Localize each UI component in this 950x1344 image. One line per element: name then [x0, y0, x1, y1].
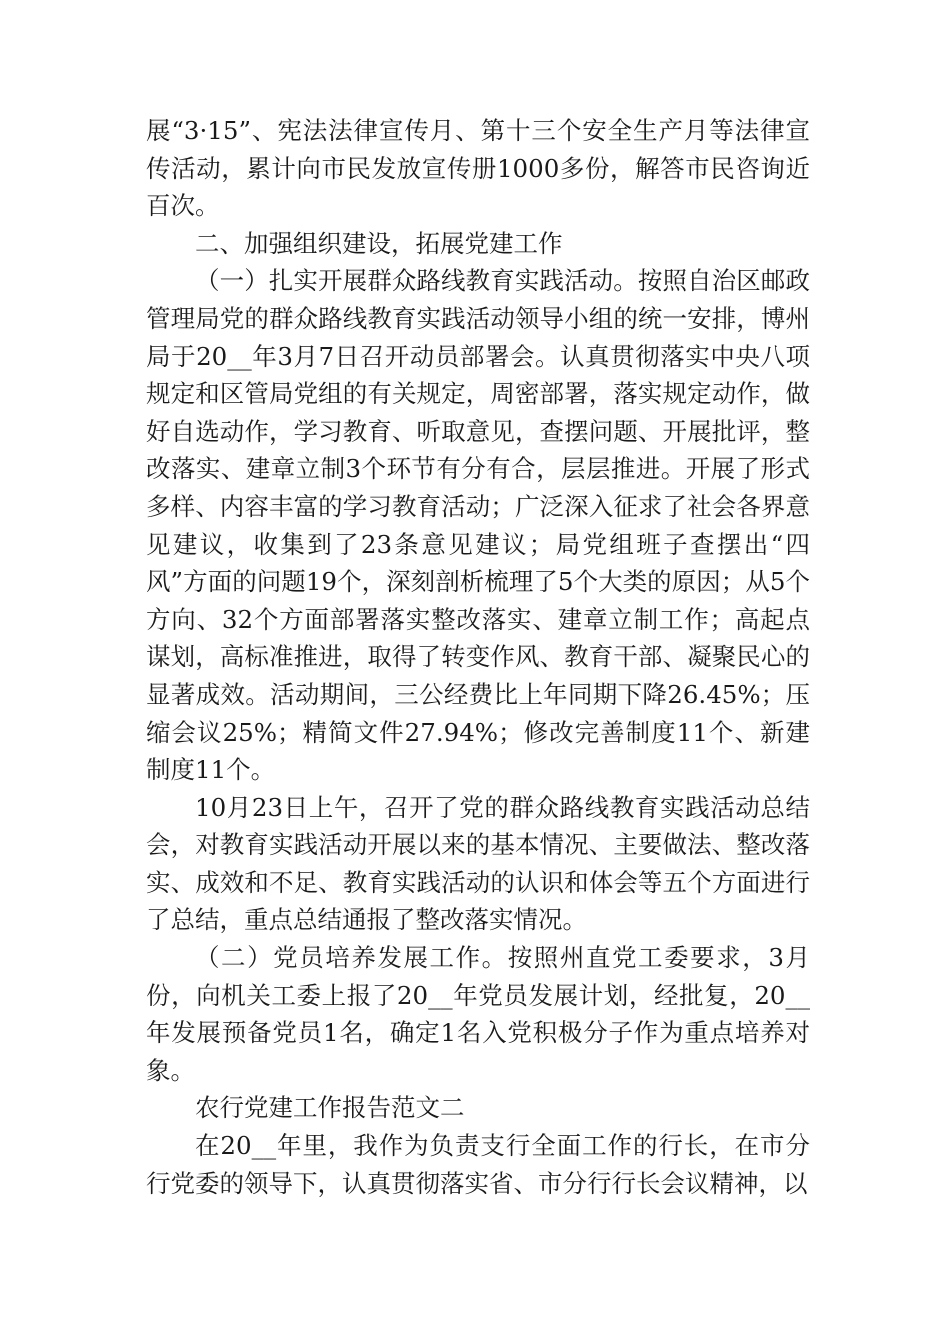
paragraph-continuation: 展“3·15”、宪法法律宣传月、第十三个安全生产月等法律宣传活动，累计向市民发放宣传册1000多份，解答市民咨询近百次。	[146, 116, 810, 221]
report-title: 农行党建工作报告范文二	[195, 1093, 465, 1123]
paragraph-report-intro: 在20__年里，我作为负责支行全面工作的行长，在市分行党委的领导下，认真贯彻落实省、市分行行长会议精神，以	[146, 1131, 810, 1198]
paragraph-summary-meeting: 10月23日上午，召开了党的群众路线教育实践活动总结会，对教育实践活动开展以来的基本情况、主要做法、整改落实、成效和不足、教育实践活动的认识和体会等五个方面进行了总结，重点总结通报了整改落实情况。	[146, 792, 810, 935]
document-body	[146, 112, 810, 1202]
paragraph-mass-line-activity: （一）扎实开展群众路线教育实践活动。按照自治区邮政管理局党的群众路线教育实践活动领导小组的统一安排，博州局于20__年3月7日召开动员部署会。认真贯彻落实中央八项规定和区管局党组的有关规定，周密部署，落实规定动作，做好自选动作，学习教育、听取意见，查摆问题、开展批评，整改落实、建章立制3个环节有分有合，层层推进。开展了形式多样、内容丰富的学习教育活动；广泛深入征求了社会各界意见建议，收集到了23条意见建议；局党组班子查摆出“四风”方面的问题19个，深刻剖析梳理了5个大类的原因；从5个方向、32个方面部署落实整改落实、建章立制工作；高起点谋划，高标准推进，取得了转变作风、教育干部、凝聚民心的显著成效。活动期间，三公经费比上年同期下降26.45%；压缩会议25%；精简文件27.94%；修改完善制度11个、新建制度11个。	[146, 266, 810, 785]
paragraph-party-member-development: （二）党员培养发展工作。按照州直党工委要求，3月份，向机关工委上报了20__年党员发展计划，经批复，20__年发展预备党员1名，确定1名入党积极分子作为重点培养对象。	[146, 943, 810, 1085]
section-heading: 二、加强组织建设，拓展党建工作	[195, 228, 563, 258]
